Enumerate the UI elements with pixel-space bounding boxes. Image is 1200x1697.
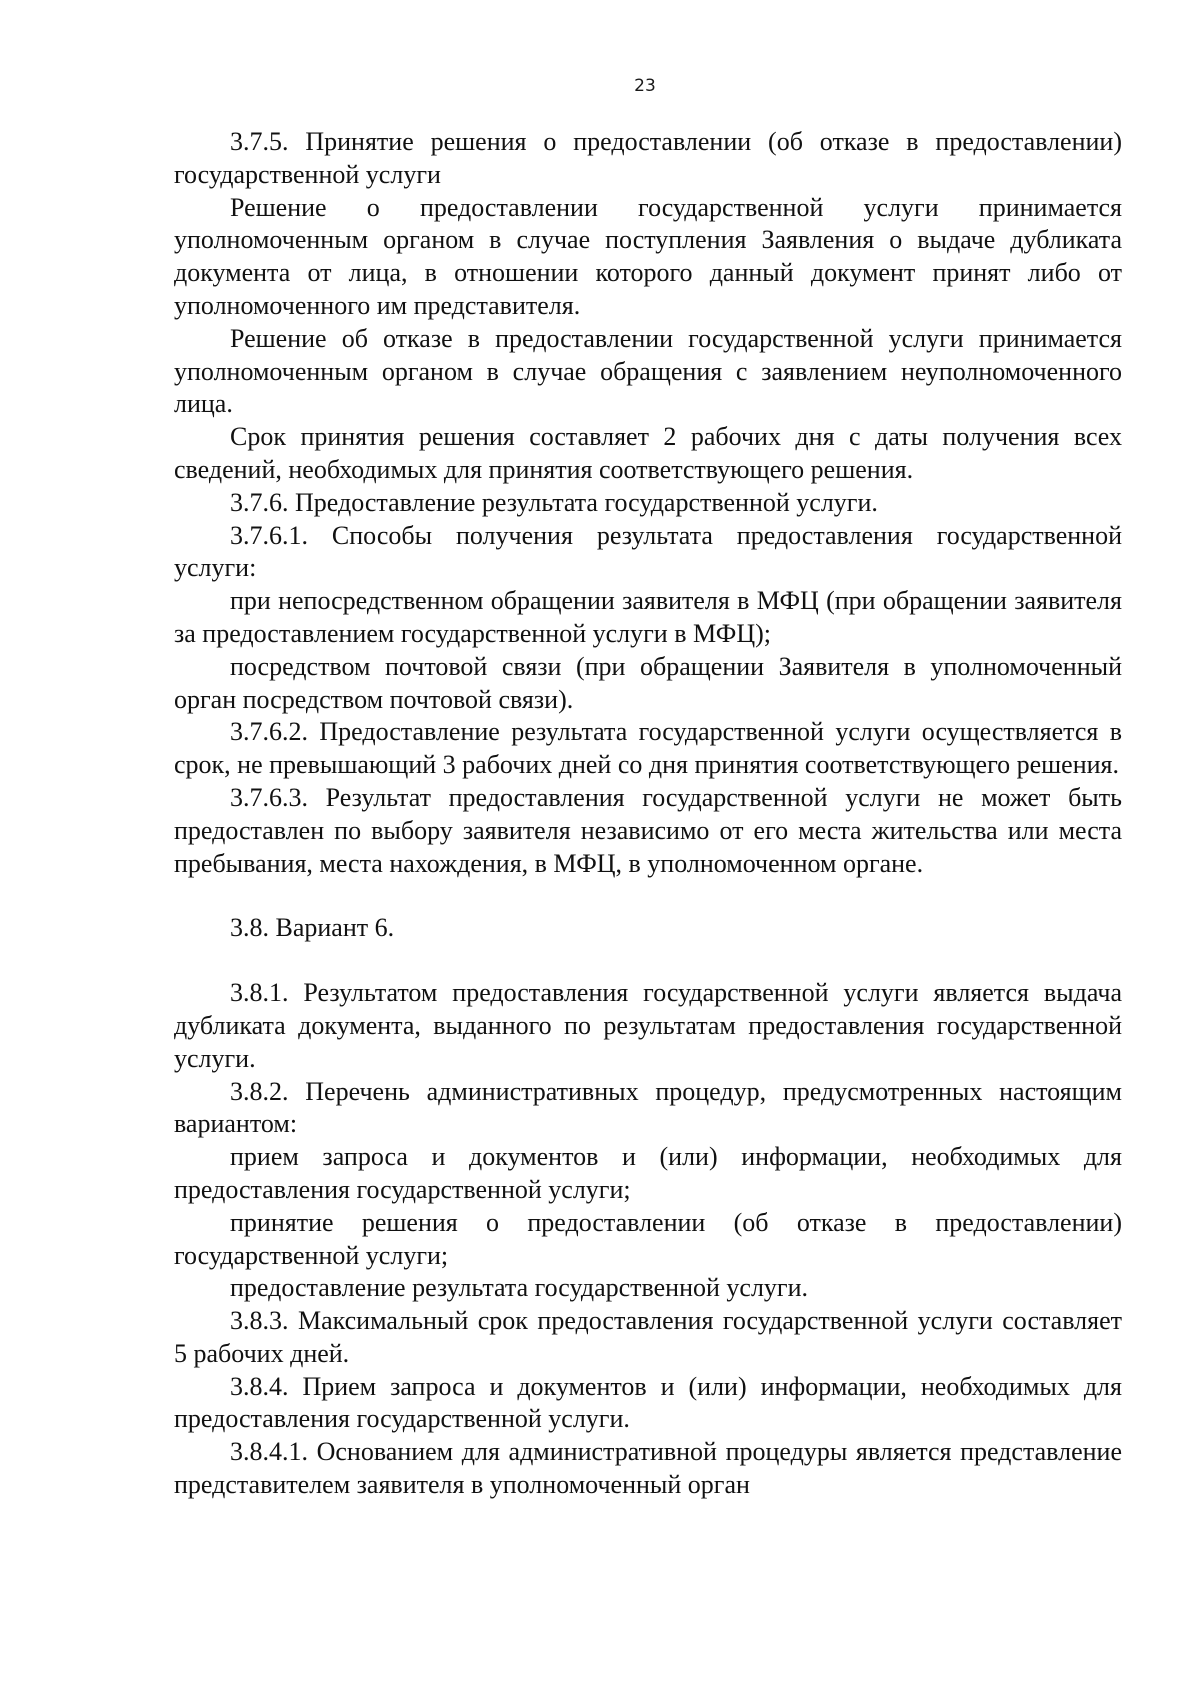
paragraph-3-8-4-1: 3.8.4.1. Основанием для административной процедуры является представление представителем заявителя в уполномоченный орган	[174, 1437, 1122, 1500]
paragraph-3-8-2: 3.8.2. Перечень административных процедур, предусмотренных настоящим вариантом:	[174, 1076, 1122, 1139]
paragraph-decision-grant: Решение о предоставлении государственной услуги принимается уполномоченным органом в случае поступления Заявления о выдаче дубликата документа от лица, в отношении которого данный документ принят либо от уполномоченного им представителя.	[174, 192, 1122, 320]
procedure-item-result: предоставление результата государственной услуги.	[230, 1273, 809, 1303]
paragraph-3-7-6-2: 3.7.6.2. Предоставление результата государственной услуги осуществляется в срок, не превышающий 3 рабочих дней со дня принятия соответствующего решения.	[174, 717, 1122, 780]
paragraph-3-7-6-3: 3.7.6.3. Результат предоставления государственной услуги не может быть предоставлен по выбору заявителя независимо от его места жительства или места пребывания, места нахождения, в МФЦ, в уполномоченном органе.	[174, 782, 1122, 878]
paragraph-decision-term: Срок принятия решения составляет 2 рабочих дня с даты получения всех сведений, необходимых для принятия соответствующего решения.	[174, 422, 1122, 484]
paragraph-3-8-4: 3.8.4. Прием запроса и документов и (или) информации, необходимых для предоставления государственной услуги.	[174, 1371, 1122, 1434]
heading-3-8-variant: 3.8. Вариант 6.	[230, 913, 395, 943]
paragraph-3-8-3: 3.8.3. Максимальный срок предоставления государственной услуги составляет 5 рабочих дней.	[174, 1306, 1122, 1368]
paragraph-method-post: посредством почтовой связи (при обращении Заявителя в уполномоченный орган посредством почтовой связи).	[174, 651, 1122, 714]
paragraph-3-7-5: 3.7.5. Принятие решения о предоставлении (об отказе в предоставлении) государственной услуги	[174, 127, 1122, 189]
paragraph-3-7-6-1: 3.7.6.1. Способы получения результата предоставления государственной услуги:	[174, 520, 1122, 583]
page-number: 23	[634, 76, 656, 96]
paragraph-3-8-1: 3.8.1. Результатом предоставления государственной услуги является выдача дубликата документа, выданного по результатам предоставления государственной услуги.	[174, 978, 1122, 1073]
procedure-item-intake: прием запроса и документов и (или) информации, необходимых для предоставления государственной услуги;	[174, 1142, 1122, 1204]
document-body	[174, 126, 1122, 1502]
paragraph-method-mfc: при непосредственном обращении заявителя в МФЦ (при обращении заявителя за предоставлением государственной услуги в МФЦ);	[174, 586, 1122, 648]
paragraph-decision-refusal: Решение об отказе в предоставлении государственной услуги принимается уполномоченным органом в случае обращения с заявлением неуполномоченного лица.	[174, 323, 1122, 419]
procedure-item-decision: принятие решения о предоставлении (об отказе в предоставлении) государственной услуги;	[174, 1207, 1122, 1270]
paragraph-3-7-6: 3.7.6. Предоставление результата государственной услуги.	[230, 487, 878, 517]
